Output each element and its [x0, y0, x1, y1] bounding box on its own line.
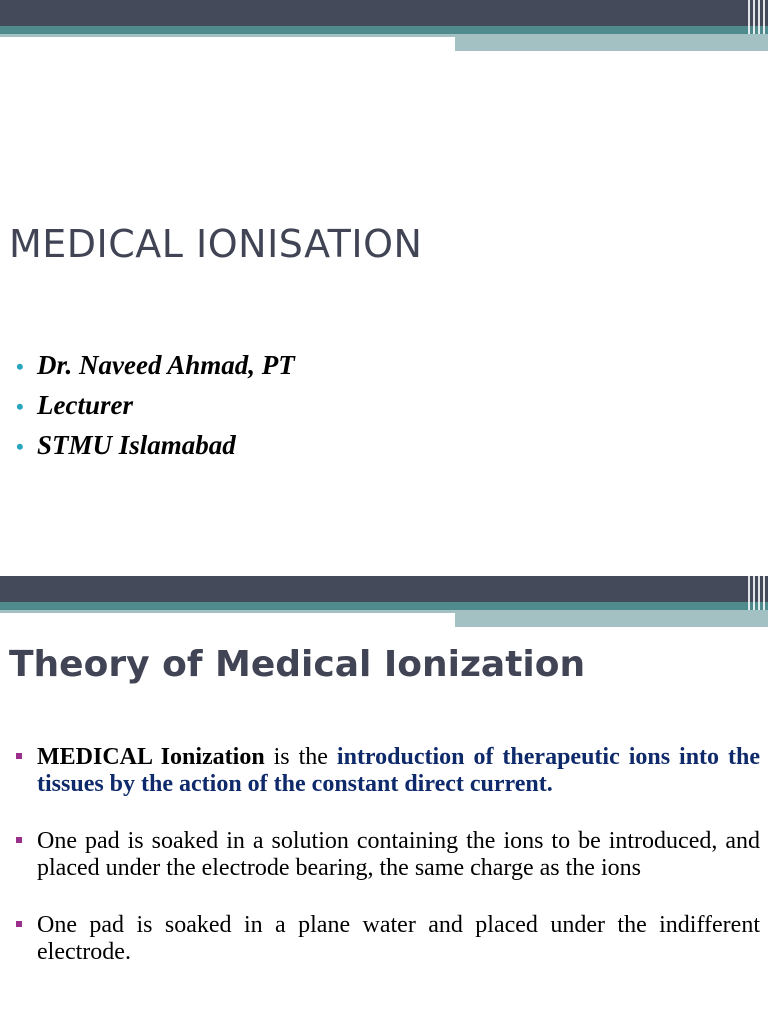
- bold-term: MEDICAL Ionization: [37, 744, 265, 770]
- header-stripe: [758, 576, 760, 610]
- presenter-list-item: [16, 426, 295, 466]
- presenter-list-item: [16, 346, 295, 386]
- content-list-item: [16, 828, 760, 881]
- header-bar-teal: [0, 602, 768, 610]
- bullet-square-icon: [16, 837, 22, 843]
- header-bar-dark: [0, 0, 768, 26]
- header-bar-light: [455, 34, 768, 51]
- presenter-list-item: [16, 386, 295, 426]
- presenter-role: Lecturer: [37, 390, 133, 420]
- bullet-text: One pad is soaked in a plane water and placed under the indifferent electrode.: [37, 912, 760, 965]
- header-bar-dark: [0, 576, 768, 602]
- header-bar-light: [455, 610, 768, 627]
- bullet-dot-icon: •: [16, 394, 24, 419]
- header-stripe: [763, 576, 765, 610]
- connector-text: is the: [264, 744, 337, 770]
- presenter-list: [16, 346, 295, 466]
- bullet-square-icon: [16, 753, 22, 759]
- header-stripe: [753, 576, 755, 610]
- definition-text: introduction of therapeutic ions into the tissues by the action of the constant direct current.: [37, 744, 761, 797]
- bullet-text: One pad is soaked in a solution containing the ions to be introduced, and placed under the electrode bearing, the same charge as the ions: [37, 828, 760, 881]
- header-stripe: [748, 576, 750, 610]
- slide-title: Theory of Medical Ionization: [9, 644, 586, 685]
- header-bar-thin: [0, 34, 455, 37]
- bullet-square-icon: [16, 921, 22, 927]
- header-bar-thin: [0, 610, 455, 613]
- bullet-dot-icon: •: [16, 434, 24, 459]
- presenter-name: Dr. Naveed Ahmad, PT: [37, 350, 295, 380]
- slide-title: MEDICAL IONISATION: [9, 222, 423, 266]
- header-stripe: [748, 0, 750, 34]
- presenter-institution: STMU Islamabad: [37, 430, 236, 460]
- bullet-dot-icon: •: [16, 354, 24, 379]
- header-stripe: [753, 0, 755, 34]
- content-list: [16, 744, 760, 996]
- content-list-item: [16, 912, 760, 965]
- header-stripe: [763, 0, 765, 34]
- header-stripe: [758, 0, 760, 34]
- header-bar-teal: [0, 26, 768, 34]
- slide-2: [0, 576, 768, 1024]
- content-list-item: [16, 744, 760, 797]
